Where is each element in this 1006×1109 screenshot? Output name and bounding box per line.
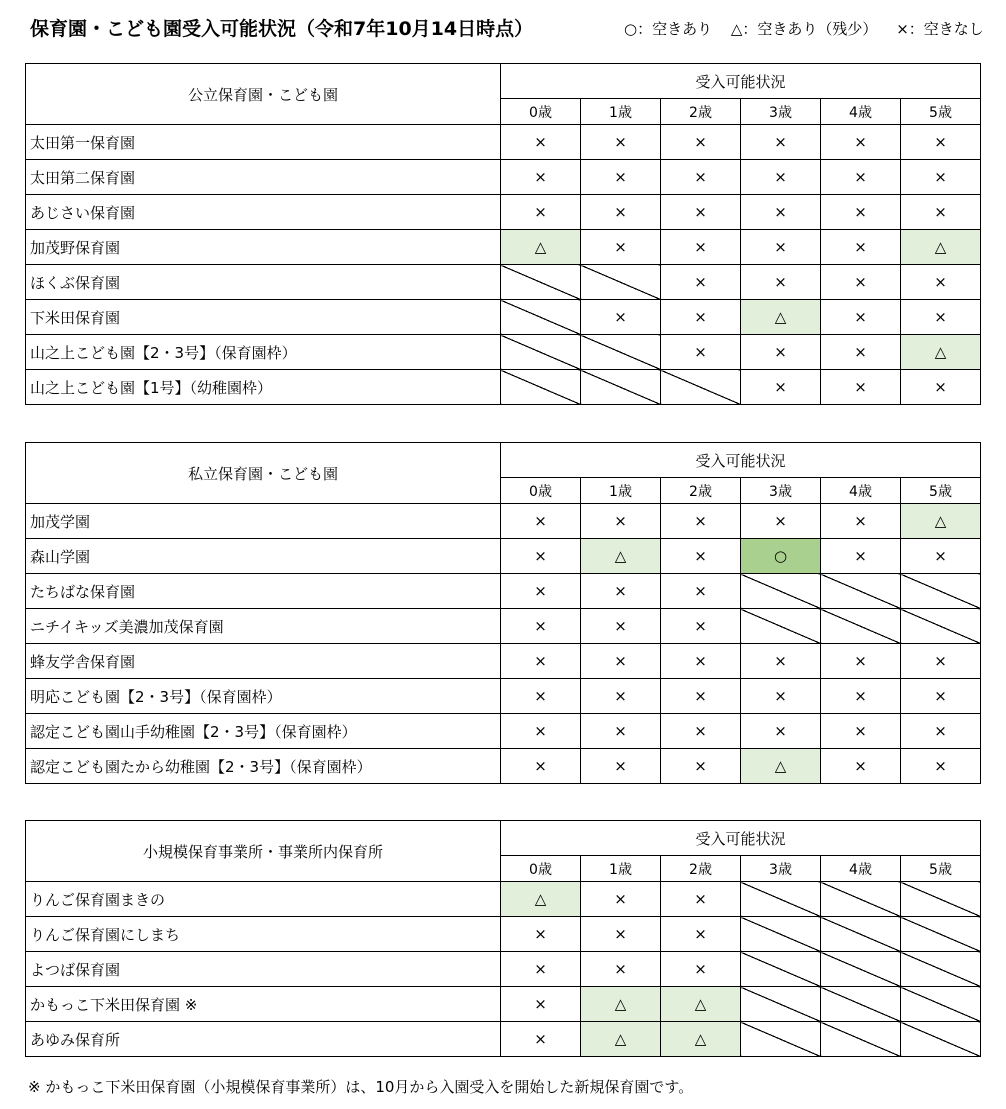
- not-applicable-cell: [901, 609, 981, 644]
- status-cell: ×: [501, 160, 581, 195]
- status-cell: ×: [821, 714, 901, 749]
- not-applicable-cell: [901, 1022, 981, 1057]
- age-column-header: 4歳: [821, 856, 901, 882]
- age-column-header: 1歳: [581, 856, 661, 882]
- status-cell: ×: [661, 644, 741, 679]
- facility-name: あゆみ保育所: [26, 1022, 501, 1057]
- facility-name: 認定こども園山手幼稚園【2・3号】（保育園枠）: [26, 714, 501, 749]
- table-row: [26, 882, 981, 917]
- age-column-header: 1歳: [581, 99, 661, 125]
- legend-cross: ×：空きなし: [896, 20, 984, 38]
- status-cell: ×: [501, 195, 581, 230]
- facility-name: 太田第二保育園: [26, 160, 501, 195]
- table-row: [26, 917, 981, 952]
- status-cell: ×: [821, 300, 901, 335]
- page-title: 保育園・こども園受入可能状況（令和7年10月14日時点）: [30, 18, 534, 40]
- table-heading: 小規模保育事業所・事業所内保育所: [26, 821, 501, 882]
- not-applicable-cell: [901, 952, 981, 987]
- status-cell: △: [741, 300, 821, 335]
- status-cell: △: [741, 749, 821, 784]
- facility-name: 蜂友学舎保育園: [26, 644, 501, 679]
- status-cell: ×: [661, 714, 741, 749]
- table-heading: 私立保育園・こども園: [26, 443, 501, 504]
- status-cell: ×: [501, 539, 581, 574]
- availability-group-header: 受入可能状況: [501, 821, 981, 856]
- facility-name: あじさい保育園: [26, 195, 501, 230]
- status-cell: ×: [501, 644, 581, 679]
- not-applicable-cell: [741, 952, 821, 987]
- not-applicable-cell: [901, 574, 981, 609]
- not-applicable-cell: [581, 370, 661, 405]
- status-cell: ×: [661, 679, 741, 714]
- facility-name: 認定こども園たから幼稚園【2・3号】（保育園枠）: [26, 749, 501, 784]
- status-cell: ×: [661, 125, 741, 160]
- not-applicable-cell: [821, 882, 901, 917]
- facility-name: りんご保育園にしまち: [26, 917, 501, 952]
- status-cell: ×: [581, 609, 661, 644]
- status-cell: ×: [741, 195, 821, 230]
- facility-name: ほくぶ保育園: [26, 265, 501, 300]
- public-nursery-table: [25, 63, 981, 405]
- status-cell: ×: [661, 574, 741, 609]
- not-applicable-cell: [741, 609, 821, 644]
- table-row: [26, 574, 981, 609]
- age-column-header: 4歳: [821, 99, 901, 125]
- not-applicable-cell: [821, 609, 901, 644]
- age-column-header: 3歳: [741, 478, 821, 504]
- status-cell: △: [581, 987, 661, 1022]
- table-row: [26, 265, 981, 300]
- status-cell: ×: [581, 125, 661, 160]
- private-nursery-table: [25, 442, 981, 784]
- status-cell: ×: [501, 504, 581, 539]
- not-applicable-cell: [901, 882, 981, 917]
- status-cell: ×: [501, 574, 581, 609]
- status-cell: ×: [501, 125, 581, 160]
- not-applicable-cell: [501, 370, 581, 405]
- status-cell: ×: [661, 749, 741, 784]
- status-cell: ×: [741, 125, 821, 160]
- status-cell: ×: [821, 265, 901, 300]
- table-row: [26, 539, 981, 574]
- not-applicable-cell: [901, 987, 981, 1022]
- status-cell: ×: [901, 749, 981, 784]
- facility-name: よつば保育園: [26, 952, 501, 987]
- status-cell: ×: [741, 714, 821, 749]
- status-cell: △: [901, 504, 981, 539]
- status-cell: ×: [741, 370, 821, 405]
- not-applicable-cell: [901, 917, 981, 952]
- status-cell: ×: [741, 679, 821, 714]
- age-column-header: 0歳: [501, 478, 581, 504]
- table-row: [26, 195, 981, 230]
- table-row: [26, 160, 981, 195]
- status-cell: ×: [661, 539, 741, 574]
- table-row: [26, 335, 981, 370]
- not-applicable-cell: [741, 574, 821, 609]
- status-cell: ×: [821, 370, 901, 405]
- status-cell: ×: [901, 195, 981, 230]
- facility-name: かもっこ下米田保育園 ※: [26, 987, 501, 1022]
- table-row: [26, 1022, 981, 1057]
- status-cell: ×: [821, 644, 901, 679]
- age-column-header: 2歳: [661, 856, 741, 882]
- facility-name: 山之上こども園【1号】（幼稚園枠）: [26, 370, 501, 405]
- status-cell: ×: [821, 195, 901, 230]
- age-column-header: 0歳: [501, 99, 581, 125]
- facility-name: ニチイキッズ美濃加茂保育園: [26, 609, 501, 644]
- status-cell: △: [501, 882, 581, 917]
- status-cell: ×: [661, 265, 741, 300]
- status-cell: ×: [581, 504, 661, 539]
- status-cell: ×: [741, 160, 821, 195]
- status-cell: ×: [501, 917, 581, 952]
- table-row: [26, 644, 981, 679]
- table-row: [26, 679, 981, 714]
- not-applicable-cell: [501, 300, 581, 335]
- status-cell: ×: [821, 539, 901, 574]
- facility-name: 森山学園: [26, 539, 501, 574]
- not-applicable-cell: [741, 917, 821, 952]
- status-cell: ×: [661, 335, 741, 370]
- table-row: [26, 749, 981, 784]
- status-cell: ×: [901, 714, 981, 749]
- not-applicable-cell: [741, 987, 821, 1022]
- table-row: [26, 370, 981, 405]
- not-applicable-cell: [501, 265, 581, 300]
- facility-name: たちばな保育園: [26, 574, 501, 609]
- status-cell: ×: [661, 952, 741, 987]
- table-row: [26, 230, 981, 265]
- age-column-header: 5歳: [901, 856, 981, 882]
- status-cell: ×: [581, 160, 661, 195]
- status-cell: ×: [901, 539, 981, 574]
- status-cell: ×: [581, 714, 661, 749]
- status-cell: ×: [661, 882, 741, 917]
- status-cell: △: [661, 987, 741, 1022]
- status-cell: ×: [581, 917, 661, 952]
- age-column-header: 3歳: [741, 99, 821, 125]
- not-applicable-cell: [741, 882, 821, 917]
- status-cell: ×: [501, 952, 581, 987]
- facility-name: 明応こども園【2・3号】（保育園枠）: [26, 679, 501, 714]
- not-applicable-cell: [821, 952, 901, 987]
- not-applicable-cell: [661, 370, 741, 405]
- status-cell: △: [901, 335, 981, 370]
- status-cell: ×: [821, 335, 901, 370]
- status-cell: ×: [501, 987, 581, 1022]
- status-cell: ×: [661, 300, 741, 335]
- status-cell: △: [581, 1022, 661, 1057]
- status-cell: ×: [581, 300, 661, 335]
- not-applicable-cell: [821, 574, 901, 609]
- age-column-header: 4歳: [821, 478, 901, 504]
- age-column-header: 0歳: [501, 856, 581, 882]
- status-cell: ×: [661, 609, 741, 644]
- table-row: [26, 300, 981, 335]
- status-cell: ×: [821, 125, 901, 160]
- availability-group-header: 受入可能状況: [501, 64, 981, 99]
- status-cell: ×: [501, 679, 581, 714]
- status-cell: ×: [741, 504, 821, 539]
- status-cell: ×: [821, 160, 901, 195]
- status-cell: ×: [741, 335, 821, 370]
- table-row: [26, 125, 981, 160]
- status-cell: ×: [821, 679, 901, 714]
- status-cell: ×: [901, 300, 981, 335]
- status-cell: ×: [581, 679, 661, 714]
- status-cell: △: [501, 230, 581, 265]
- status-cell: △: [581, 539, 661, 574]
- status-cell: ×: [661, 917, 741, 952]
- age-column-header: 3歳: [741, 856, 821, 882]
- facility-name: 下米田保育園: [26, 300, 501, 335]
- status-cell: ×: [821, 230, 901, 265]
- table-row: [26, 504, 981, 539]
- not-applicable-cell: [581, 335, 661, 370]
- not-applicable-cell: [821, 917, 901, 952]
- legend-circle: ○：空きあり: [624, 20, 713, 38]
- status-cell: ×: [821, 504, 901, 539]
- status-cell: ×: [581, 644, 661, 679]
- not-applicable-cell: [501, 335, 581, 370]
- facility-name: 加茂野保育園: [26, 230, 501, 265]
- availability-group-header: 受入可能状況: [501, 443, 981, 478]
- table-heading: 公立保育園・こども園: [26, 64, 501, 125]
- status-cell: △: [661, 1022, 741, 1057]
- status-cell: ×: [661, 160, 741, 195]
- status-cell: ×: [581, 749, 661, 784]
- status-cell: ×: [821, 749, 901, 784]
- status-cell: ×: [661, 230, 741, 265]
- status-cell: ×: [741, 644, 821, 679]
- status-cell: ×: [581, 952, 661, 987]
- facility-name: 加茂学園: [26, 504, 501, 539]
- status-cell: ×: [661, 195, 741, 230]
- age-column-header: 2歳: [661, 99, 741, 125]
- facility-name: 太田第一保育園: [26, 125, 501, 160]
- status-cell: ○: [741, 539, 821, 574]
- table-row: [26, 987, 981, 1022]
- status-cell: ×: [901, 160, 981, 195]
- status-cell: ×: [901, 265, 981, 300]
- status-cell: ×: [581, 230, 661, 265]
- age-column-header: 5歳: [901, 478, 981, 504]
- table-row: [26, 714, 981, 749]
- status-cell: ×: [741, 230, 821, 265]
- status-cell: ×: [501, 749, 581, 784]
- status-cell: ×: [901, 644, 981, 679]
- table-row: [26, 609, 981, 644]
- small-scale-nursery-table: [25, 820, 981, 1057]
- status-cell: ×: [661, 504, 741, 539]
- status-cell: △: [901, 230, 981, 265]
- status-cell: ×: [901, 125, 981, 160]
- status-cell: ×: [901, 370, 981, 405]
- not-applicable-cell: [821, 1022, 901, 1057]
- footnote: ※ かもっこ下米田保育園（小規模保育事業所）は、10月から入園受入を開始した新規保育園です。: [28, 1078, 694, 1096]
- status-cell: ×: [501, 1022, 581, 1057]
- facility-name: 山之上こども園【2・3号】（保育園枠）: [26, 335, 501, 370]
- not-applicable-cell: [741, 1022, 821, 1057]
- age-column-header: 2歳: [661, 478, 741, 504]
- status-cell: ×: [901, 679, 981, 714]
- status-cell: ×: [501, 609, 581, 644]
- not-applicable-cell: [581, 265, 661, 300]
- status-cell: ×: [581, 882, 661, 917]
- table-row: [26, 952, 981, 987]
- facility-name: りんご保育園まきの: [26, 882, 501, 917]
- age-column-header: 5歳: [901, 99, 981, 125]
- legend-triangle: △：空きあり（残少）: [730, 20, 878, 38]
- status-cell: ×: [741, 265, 821, 300]
- status-cell: ×: [581, 195, 661, 230]
- legend: [624, 18, 998, 39]
- status-cell: ×: [581, 574, 661, 609]
- age-column-header: 1歳: [581, 478, 661, 504]
- not-applicable-cell: [821, 987, 901, 1022]
- status-cell: ×: [501, 714, 581, 749]
